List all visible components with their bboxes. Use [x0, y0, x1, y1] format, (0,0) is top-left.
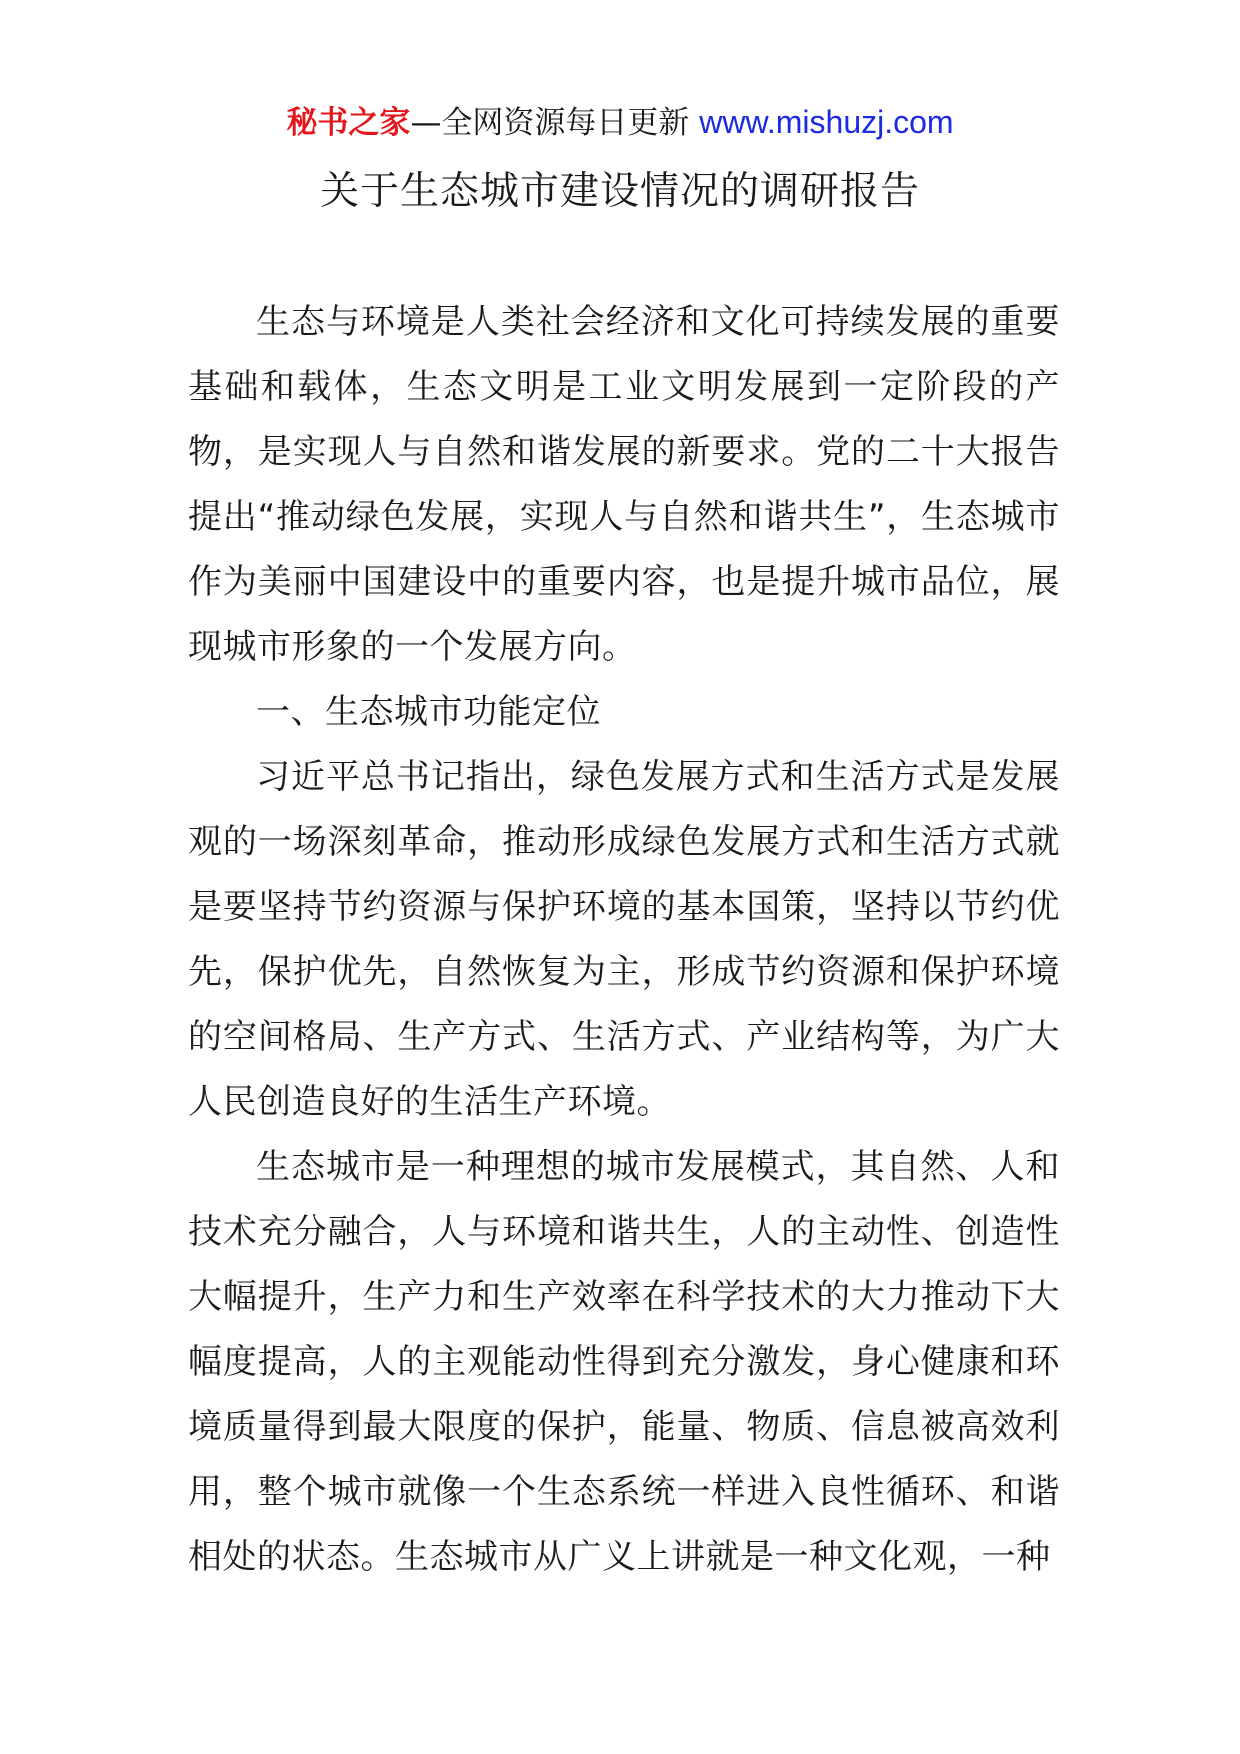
site-url-link[interactable]: www.mishuzj.com [699, 104, 954, 140]
brand-name: 秘书之家 [286, 105, 411, 141]
paragraph-body: 生态城市是一种理想的城市发展模式，其自然、人和技术充分融合，人与环境和谐共生，人的主动性、创造性大幅提升，生产力和生产效率在科学技术的大力推动下大幅度提高，人的主观能动性得到充分激发，身心健康和环境质量得到最大限度的保护，能量、物质、信息被高效利用，整个城市就像一个生态系统一样进入良性循环、和谐相处的状态。生态城市从广义上讲就是一种文化观，一种 [188, 1147, 1060, 1577]
paragraph-intro: 生态与环境是人类社会经济和文化可持续发展的重要基础和载体，生态文明是工业文明发展到一定阶段的产物，是实现人与自然和谐发展的新要求。党的二十大报告提出“推动绿色发展，实现人与自然和谐共生”，生态城市作为美丽中国建设中的重要内容，也是提升城市品位，展现城市形象的一个发展方向。 [188, 302, 1060, 667]
section-heading: 一、生态城市功能定位 [256, 692, 601, 732]
banner-slogan: —全网资源每日更新 [410, 105, 700, 141]
document-title: 关于生态城市建设情况的调研报告 [319, 169, 920, 214]
document-body [188, 290, 1060, 1590]
paragraph-body: 习近平总书记指出，绿色发展方式和生活方式是发展观的一场深刻革命，推动形成绿色发展方式和生活方式就是要坚持节约资源与保护环境的基本国策，坚持以节约优先，保护优先，自然恢复为主，形成节约资源和保护环境的空间格局、生产方式、生活方式、产业结构等，为广大人民创造良好的生活生产环境。 [188, 757, 1060, 1122]
site-banner [0, 100, 1240, 145]
